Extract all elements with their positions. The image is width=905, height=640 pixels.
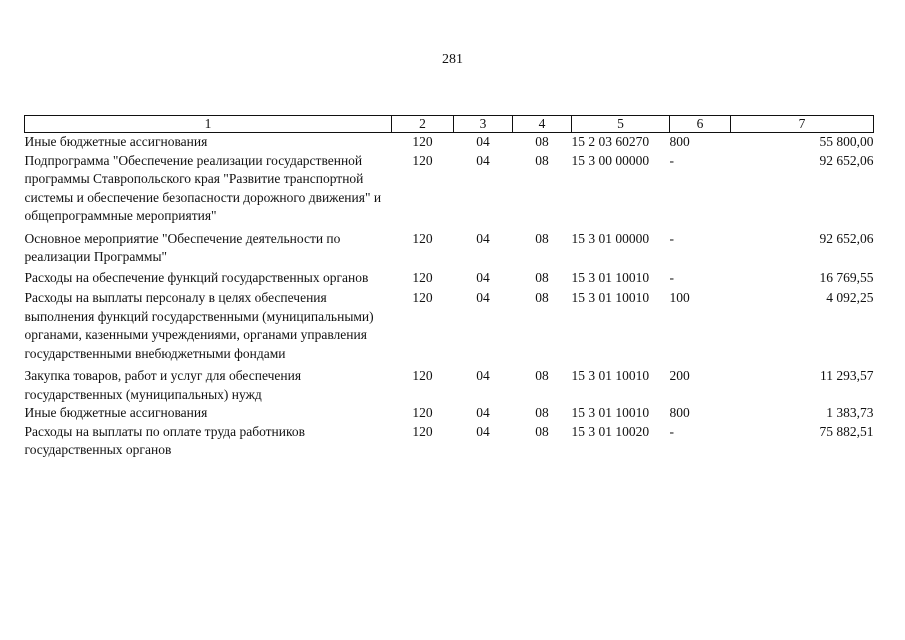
- row-col-7: 92 652,06: [819, 230, 874, 246]
- row-col-2: 120: [412, 134, 433, 149]
- row-col-4: 08: [535, 405, 549, 420]
- row-name: Расходы на выплаты персоналу в целях обеспечения выполнения функций государственными (муниципальными) органами, казенными учреждениями, органами управления государственными внебюджетными фондами: [24, 290, 374, 361]
- row-col-3: 04: [476, 405, 490, 420]
- row-col-4: 08: [535, 290, 549, 305]
- row-col-6: -: [669, 230, 674, 246]
- row-col-3: 04: [476, 230, 490, 246]
- row-name: Расходы на обеспечение функций государственных органов: [24, 269, 369, 285]
- row-col-4: 08: [535, 230, 549, 246]
- row-col-3: 04: [476, 290, 490, 305]
- row-col-4: 08: [535, 134, 549, 149]
- row-name: Закупка товаров, работ и услуг для обеспечения государственных (муниципальных) нужд: [24, 368, 302, 402]
- row-col-6: 100: [669, 290, 690, 305]
- row-name: Иные бюджетные ассигнования: [24, 134, 208, 149]
- row-col-7: 11 293,57: [820, 368, 874, 383]
- row-col-2: 120: [412, 290, 433, 305]
- row-col-5: 15 3 01 10010: [571, 269, 650, 285]
- page-number: 281: [442, 52, 463, 67]
- table-row: [25, 289, 874, 367]
- table-row: [25, 133, 874, 152]
- row-col-2: 120: [412, 230, 433, 246]
- header-col-2: 2: [392, 116, 454, 133]
- table-row: [25, 230, 874, 269]
- row-col-2: 120: [412, 423, 433, 439]
- row-col-2: 120: [412, 152, 433, 168]
- row-col-6: 800: [669, 134, 690, 149]
- row-col-6: -: [669, 423, 674, 439]
- row-col-6: -: [669, 152, 674, 168]
- header-col-5: 5: [572, 116, 670, 133]
- row-col-4: 08: [535, 423, 549, 439]
- row-col-4: 08: [535, 269, 549, 285]
- row-col-5: 15 3 00 00000: [571, 152, 650, 168]
- row-col-5: 15 3 01 00000: [571, 230, 650, 246]
- header-col-1: 1: [25, 116, 392, 133]
- row-col-3: 04: [476, 423, 490, 439]
- row-col-7: 16 769,55: [819, 269, 874, 285]
- row-col-7: 75 882,51: [819, 423, 874, 439]
- row-col-5: 15 3 01 10020: [571, 423, 650, 439]
- row-col-6: 800: [669, 405, 690, 420]
- table-row: [25, 152, 874, 230]
- row-col-5: 15 3 01 10010: [571, 368, 650, 383]
- row-col-5: 15 3 01 10010: [571, 405, 650, 420]
- table-row: [25, 269, 874, 290]
- row-name: Иные бюджетные ассигнования: [24, 405, 208, 420]
- header-row: [25, 116, 874, 133]
- table-row: [25, 404, 874, 423]
- row-col-7: 1 383,73: [826, 405, 874, 420]
- row-col-5: 15 2 03 60270: [571, 134, 650, 149]
- header-col-3: 3: [454, 116, 513, 133]
- row-name: Расходы на выплаты по оплате труда работников государственных органов: [24, 423, 305, 457]
- row-col-3: 04: [476, 152, 490, 168]
- table-row: [25, 423, 874, 460]
- row-col-3: 04: [476, 134, 490, 149]
- row-col-5: 15 3 01 10010: [571, 290, 650, 305]
- row-col-2: 120: [412, 368, 433, 383]
- table-row: [25, 367, 874, 404]
- row-col-7: 4 092,25: [826, 290, 874, 305]
- row-col-7: 92 652,06: [819, 152, 874, 168]
- row-col-2: 120: [412, 269, 433, 285]
- row-col-3: 04: [476, 368, 490, 383]
- header-col-4: 4: [513, 116, 572, 133]
- row-col-2: 120: [412, 405, 433, 420]
- row-col-3: 04: [476, 269, 490, 285]
- header-col-7: 7: [731, 116, 874, 133]
- row-name: Подпрограмма "Обеспечение реализации государственной программы Ставропольского края "Развитие транспортной системы и обеспечение безопасности дорожного движения" и общепрограммные мероприятия": [24, 152, 382, 223]
- budget-table: [24, 115, 874, 460]
- row-col-6: -: [669, 269, 674, 285]
- header-col-6: 6: [670, 116, 731, 133]
- row-col-6: 200: [669, 368, 690, 383]
- row-col-4: 08: [535, 368, 549, 383]
- row-col-7: 55 800,00: [819, 134, 874, 149]
- row-name: Основное мероприятие "Обеспечение деятельности по реализации Программы": [24, 230, 341, 264]
- row-col-4: 08: [535, 152, 549, 168]
